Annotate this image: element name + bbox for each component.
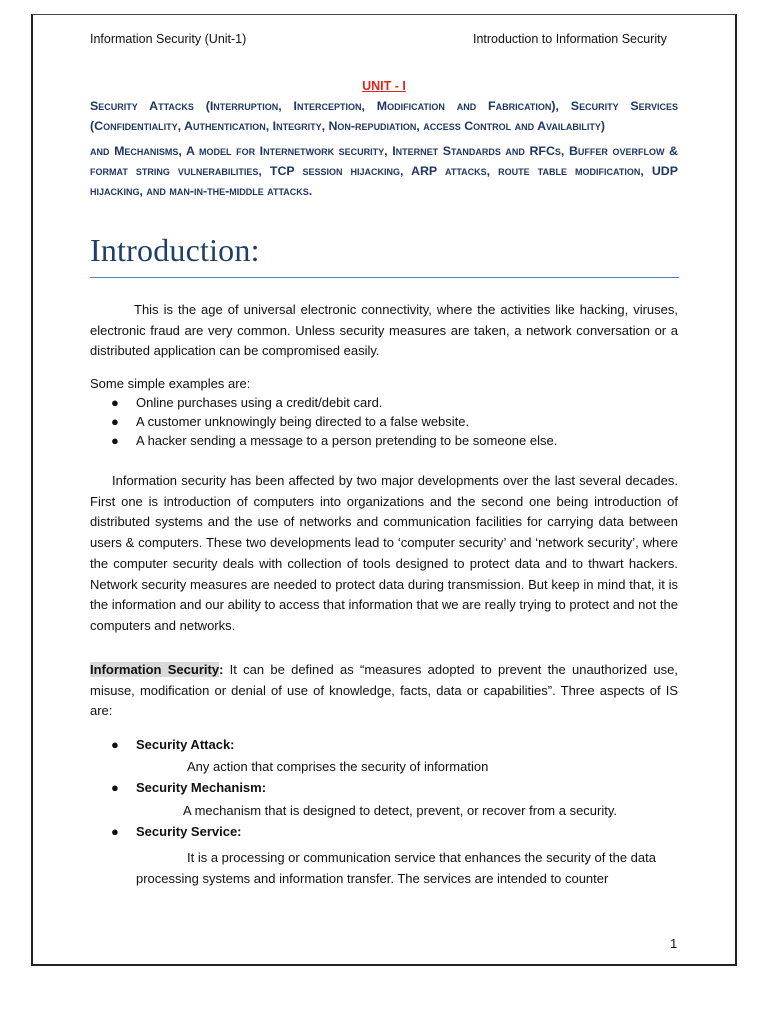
definition-term: Information Security: [90, 662, 220, 677]
bullet-icon: ●: [111, 433, 119, 448]
bullet-icon: ●: [111, 414, 119, 429]
list-item: [111, 414, 469, 429]
bullet-icon: ●: [111, 737, 119, 752]
definition-text: It can be defined as “measures adopted to prevent the unauthorized use, misuse, modification or denial of use of knowledge, facts, data or capabilities”. Three aspects of IS are:: [90, 662, 678, 719]
aspect-description: A mechanism that is designed to detect, prevent, or recover from a security.: [183, 803, 618, 818]
syllabus-line1: Security Attacks (Interruption, Interception, Modification and Fabrication), Security Services (Confidentiality, Authentication, Integrity, Non-repudiation, access Control and Availability): [90, 99, 678, 133]
header-right: Introduction to Information Security: [473, 32, 667, 46]
page-number: 1: [670, 936, 678, 951]
list-item-text: Online purchases using a credit/debit card.: [136, 395, 383, 410]
heading-rule: [90, 277, 679, 278]
list-item-text: A hacker sending a message to a person pretending to be someone else.: [136, 433, 558, 448]
list-item: [111, 395, 382, 410]
aspect-title: [111, 737, 235, 752]
section-heading: Introduction:: [90, 232, 260, 268]
aspect-title-text: Security Service:: [136, 824, 242, 839]
definition-colon: :: [219, 662, 224, 677]
header-left: Information Security (Unit-1): [90, 32, 247, 46]
aspect-title-text: Security Attack:: [136, 737, 235, 752]
aspect-title: [111, 824, 242, 839]
definition-paragraph: [90, 660, 678, 722]
paragraph-2: Information security has been affected by two major developments over the last several decades. First one is introduction of computers into organizations and the second one being introduction of distributed systems and the use of networks and communication facilities for carrying data between users & computers. These two developments lead to ‘computer security’ and ‘network security’, where the computer security deals with collection of tools designed to protect data and to thwart hackers. Network security measures are needed to protect data during transmission. But keep in mind that, it is the information and our ability to access that information that we are really trying to protect and not the computers and networks.: [90, 473, 678, 633]
aspect-title: [111, 780, 266, 795]
syllabus-line2: and Mechanisms, A model for Internetwork security, Internet Standards and RFCs, Buffer overflow & format string vulnerabilities, TCP session hijacking, ARP attacks, route table modification, UDP hijacking, and man-in-the-middle attacks.: [90, 144, 678, 198]
bullet-icon: ●: [111, 395, 119, 410]
unit-title: UNIT - I: [362, 79, 406, 93]
bullet-icon: ●: [111, 824, 119, 839]
paragraph-1: This is the age of universal electronic connectivity, where the activities like hacking, viruses, electronic fraud are very common. Unless security measures are taken, a network conversation or a distributed application can be compromised easily.: [90, 302, 678, 359]
examples-intro: Some simple examples are:: [90, 376, 251, 391]
aspect-title-text: Security Mechanism:: [136, 780, 267, 795]
aspect-description: Any action that comprises the security of information: [187, 759, 489, 774]
list-item-text: A customer unknowingly being directed to a false website.: [136, 414, 470, 429]
aspect-description: It is a processing or communication service that enhances the security of the data processing systems and information transfer. The services are intended to counter: [136, 850, 656, 886]
bullet-icon: ●: [111, 780, 119, 795]
list-item: [111, 433, 557, 448]
